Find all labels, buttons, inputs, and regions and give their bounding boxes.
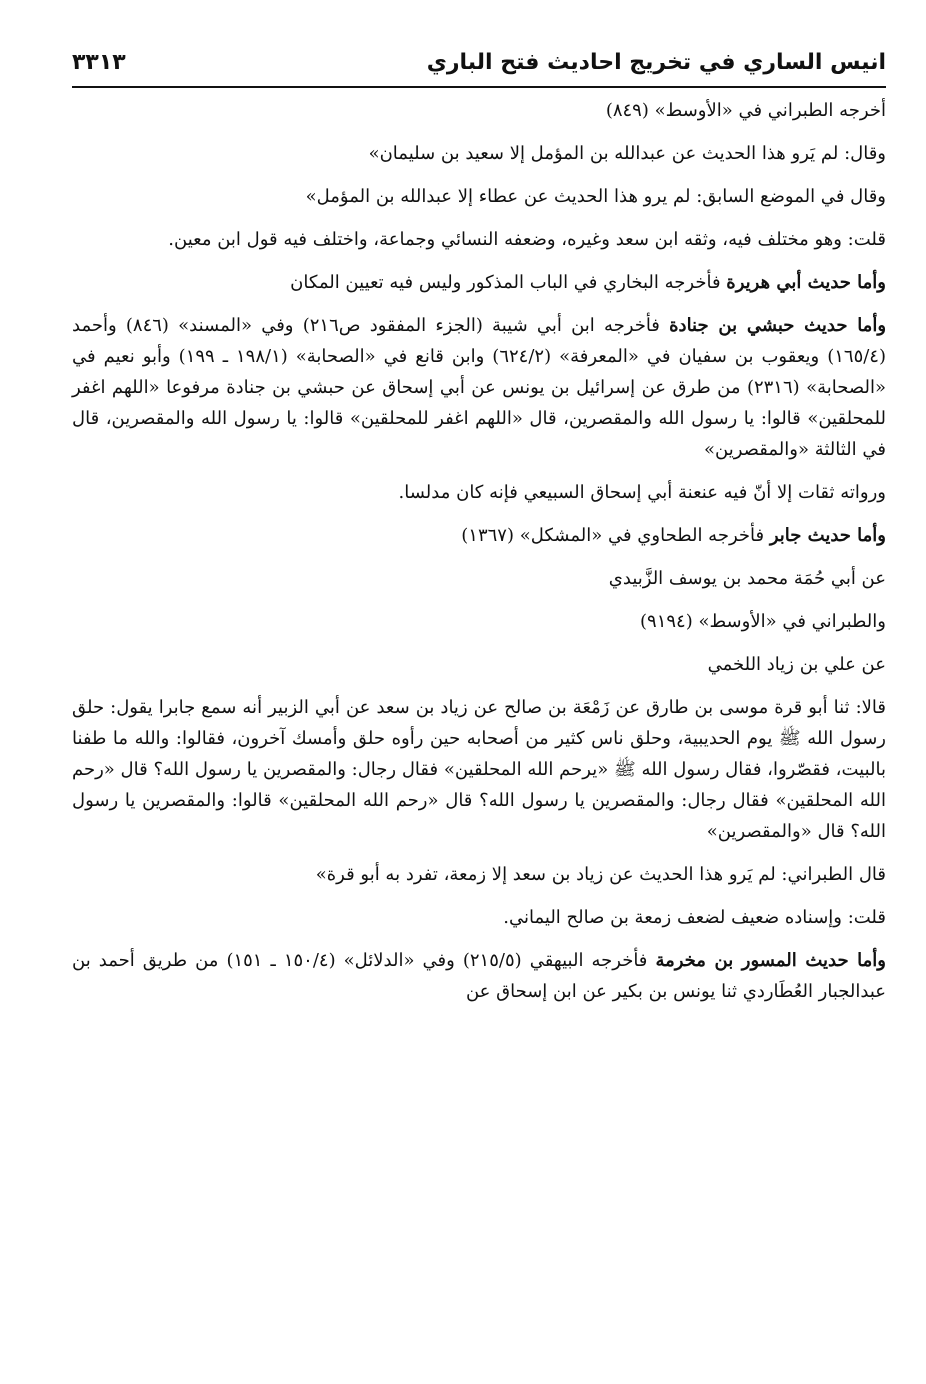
paragraph-8: وأما حديث جابر فأخرجه الطحاوي في «المشكل» (١٣٦٧) bbox=[461, 525, 886, 546]
paragraph-5: وأما حديث أبي هريرة فأخرجه البخاري في الباب المذكور وليس فيه تعيين المكان bbox=[290, 272, 886, 293]
paragraph-3: وقال في الموضع السابق: لم يرو هذا الحديث عن عطاء إلا عبدالله بن المؤمل» bbox=[305, 186, 886, 207]
paragraph-2: وقال: لم يَرو هذا الحديث عن عبدالله بن المؤمل إلا سعيد بن سليمان» bbox=[368, 143, 886, 164]
paragraph-12: قالا: ثنا أبو قرة موسى بن طارق عن زَمْعَة بن صالح عن زياد بن سعد عن أبي الزبير أنه سمع جابرا يقول: حلق رسول الله ﷺ يوم الحديبية، وحلق ناس كثير من أصحابه حين رأوه حلق وأمسك آخرون، فقالوا: والله ما طفنا بالبيت، فقصّروا، فقال رسول الله ﷺ «يرحم الله المحلقين» فقال رجال: والمقصرين يا رسول الله؟ قال «رحم الله المحلقين» فقال رجال: والمقصرين يا رسول الله؟ قال «رحم الله المحلقين» قالوا: والمقصرين يا رسول الله؟ قال «والمقصرين» bbox=[72, 697, 886, 842]
paragraph-13: قال الطبراني: لم يَرو هذا الحديث عن زياد بن سعد إلا زمعة، تفرد به أبو قرة» bbox=[315, 864, 886, 885]
paragraph-10: والطبراني في «الأوسط» (٩١٩٤) bbox=[640, 611, 886, 632]
paragraph-7: ورواته ثقات إلا أنّ فيه عنعنة أبي إسحاق السبيعي فإنه كان مدلسا. bbox=[398, 482, 886, 503]
page-number: ٣٣١٣ bbox=[72, 49, 126, 75]
running-header bbox=[72, 38, 886, 88]
book-title: انيس الساري في تخريج احاديث فتح الباري bbox=[426, 49, 886, 75]
paragraph-14: قلت: وإسناده ضعيف لضعف زمعة بن صالح اليماني. bbox=[503, 907, 886, 928]
paragraph-6: وأما حديث حبشي بن جنادة فأخرجه ابن أبي شيبة (الجزء المفقود ص٢١٦) وفي «المسند» (٨٤٦) وأحمد (١٦٥/٤) ويعقوب بن سفيان في «المعرفة» (٦٢٤/٢) وابن قانع في «الصحابة» (١٩٨/١ ـ ١٩٩) وأبو نعيم في «الصحابة» (٢٣١٦) من طرق عن إسرائيل بن يونس عن أبي إسحاق عن حبشي بن جنادة مرفوعا «اللهم اغفر للمحلقين» قالوا: يا رسول الله والمقصرين، قال «اللهم اغفر للمحلقين» قالوا: يا رسول الله والمقصرين، قال في الثالثة «والمقصرين» bbox=[72, 315, 887, 460]
paragraph-11: عن علي بن زياد اللخمي bbox=[707, 654, 886, 675]
paragraph-1: أخرجه الطبراني في «الأوسط» (٨٤٩) bbox=[605, 100, 886, 121]
page-body bbox=[72, 95, 886, 1019]
paragraph-15: وأما حديث المسور بن مخرمة فأخرجه البيهقي (٢١٥/٥) وفي «الدلائل» (١٥٠/٤ ـ ١٥١) من طريق أحمد بن عبدالجبار العُطَاردي ثنا يونس بن بكير عن ابن إسحاق عن bbox=[72, 950, 886, 1002]
paragraph-4: قلت: وهو مختلف فيه، وثقه ابن سعد وغيره، وضعفه النسائي وجماعة، واختلف فيه قول ابن معين. bbox=[168, 229, 886, 250]
paragraph-9: عن أبي حُمَة محمد بن يوسف الزَّبيدي bbox=[608, 568, 886, 589]
